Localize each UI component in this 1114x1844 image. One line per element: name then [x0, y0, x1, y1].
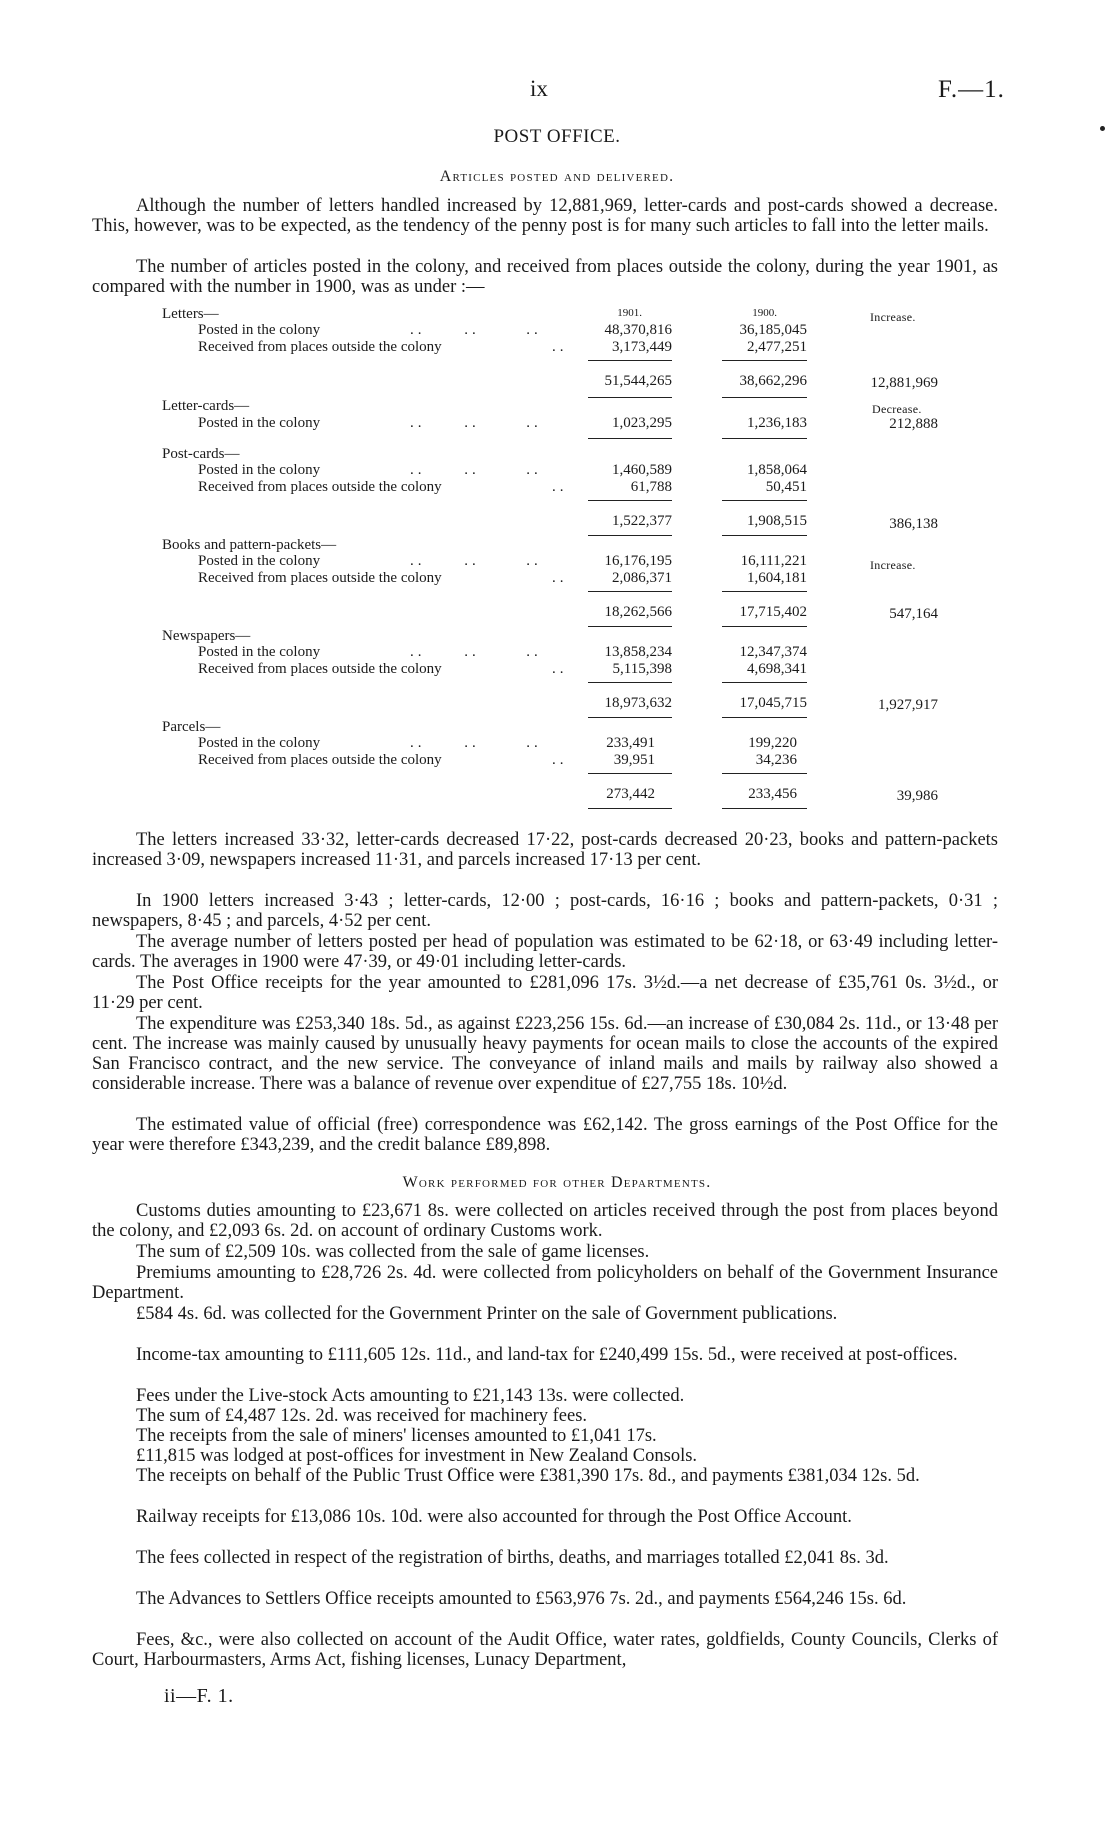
body-paragraph: The Post Office receipts for the year amounted to £281,096 17s. 3½d.—a net decrease of £35,761 0s. 3½d., or 11·29 per cent.	[92, 973, 998, 1013]
row-label: Posted in the colony	[198, 462, 321, 478]
leader-dots: ..	[552, 479, 568, 495]
table-change: 547,164	[889, 606, 938, 622]
body-paragraph: The expenditure was £253,340 18s. 5d., as against £223,256 15s. 6d.—an increase of £30,084 2s. 11d., or 13·48 per cent. The increase was mainly caused by unusually heavy payments for ocean mails to close the accounts of the expired San Francisco contract, and the new service. The conveyance of inland mails and mails by railway also showed a considerable increase. There was a balance of revenue over expenditue of £27,755 18s. 10½d.	[92, 1014, 998, 1094]
group-label-newspapers: Newspapers—	[162, 628, 251, 644]
body-paragraph: Premiums amounting to £28,726 2s. 4d. were collected from policyholders on behalf of the Government Insurance Department.	[92, 1263, 998, 1303]
row-label: Received from places outside the colony	[198, 339, 442, 355]
table-total: 1,908,515	[747, 513, 807, 529]
table-cell: 1,460,589	[612, 462, 672, 478]
leader-dots: ..	[552, 339, 568, 355]
table-rule	[588, 591, 672, 592]
table-cell: 50,451	[765, 479, 807, 495]
table-total: 273,442	[606, 786, 655, 802]
body-paragraph: £11,815 was lodged at post-offices for investment in New Zealand Consols.	[136, 1446, 698, 1466]
row-label: Received from places outside the colony	[198, 479, 442, 495]
column-header-1901: 1901.	[617, 307, 642, 319]
body-paragraph: Railway receipts for £13,086 10s. 10d. were also accounted for through the Post Office Account.	[136, 1507, 852, 1527]
row-label: Received from places outside the colony	[198, 752, 442, 768]
column-header-decrease: Decrease.	[872, 402, 922, 416]
section-heading-articles: Articles posted and delivered.	[439, 168, 675, 185]
leader-dots: .. .. ..	[410, 415, 542, 431]
table-change: 1,927,917	[878, 697, 938, 713]
table-cell: 16,176,195	[604, 553, 672, 569]
group-label-parcels: Parcels—	[162, 719, 221, 735]
table-rule	[722, 397, 807, 398]
column-header-1900: 1900.	[752, 307, 777, 319]
page-number: ix	[530, 76, 548, 101]
leader-dots: .. .. ..	[410, 735, 542, 751]
leader-dots: ..	[552, 570, 568, 586]
table-total: 38,662,296	[739, 373, 807, 389]
body-paragraph: Fees, &c., were also collected on account of the Audit Office, water rates, goldfields, County Councils, Clerks of Court, Harbourmasters, Arms Act, fishing licenses, Lunacy Department,	[92, 1630, 998, 1670]
leader-dots: .. .. ..	[410, 322, 542, 338]
table-cell: 1,604,181	[747, 570, 807, 586]
leader-dots: .. .. ..	[410, 462, 542, 478]
table-rule	[722, 626, 807, 627]
table-total: 18,973,632	[604, 695, 672, 711]
row-label: Posted in the colony	[198, 644, 321, 660]
table-rule	[722, 717, 807, 718]
section-heading-work: Work performed for other Departments.	[402, 1174, 712, 1191]
table-rule	[588, 397, 672, 398]
table-rule	[722, 808, 807, 809]
table-rule	[722, 500, 807, 501]
table-cell: 61,788	[630, 479, 672, 495]
table-cell: 4,698,341	[747, 661, 807, 677]
table-change: 386,138	[889, 516, 938, 532]
table-cell: 34,236	[755, 752, 797, 768]
group-label-letters: Letters—	[162, 306, 219, 322]
table-cell: 1,236,183	[747, 415, 807, 431]
intro-paragraph-1: Although the number of letters handled increased by 12,881,969, letter-cards and post-cards showed a decrease. This, however, was to be expected, as the tendency of the penny post is for many such articles to fall into the letter mails.	[92, 196, 998, 236]
group-label-books: Books and pattern-packets—	[162, 537, 337, 553]
table-rule	[588, 717, 672, 718]
table-total: 51,544,265	[604, 373, 672, 389]
table-change: 212,888	[889, 416, 938, 432]
table-rule	[588, 626, 672, 627]
table-rule	[722, 438, 807, 439]
document-reference: F.—1.	[938, 76, 1005, 103]
table-cell: 1,858,064	[747, 462, 807, 478]
leader-dots: .. .. ..	[410, 644, 542, 660]
table-total: 233,456	[748, 786, 797, 802]
table-cell: 16,111,221	[740, 553, 807, 569]
table-rule	[722, 773, 807, 774]
page-title: POST OFFICE.	[493, 126, 621, 147]
row-label: Posted in the colony	[198, 553, 321, 569]
table-cell: 36,185,045	[739, 322, 807, 338]
row-label: Posted in the colony	[198, 735, 321, 751]
table-total: 17,715,402	[739, 604, 807, 620]
row-label: Posted in the colony	[198, 322, 321, 338]
column-header-increase: Increase.	[870, 310, 916, 324]
intro-paragraph-2: The number of articles posted in the colony, and received from places outside the colony, during the year 1901, as compared with the number in 1900, was as under :—	[92, 257, 998, 297]
body-paragraph: The sum of £2,509 10s. was collected from the sale of game licenses.	[136, 1242, 650, 1262]
table-rule	[588, 535, 672, 536]
leader-dots: ..	[552, 752, 568, 768]
table-cell: 39,951	[613, 752, 655, 768]
body-paragraph: Income-tax amounting to £111,605 12s. 11d., and land-tax for £240,499 15s. 5d., were received at post-offices.	[136, 1345, 958, 1365]
table-cell: 199,220	[748, 735, 797, 751]
table-rule	[722, 682, 807, 683]
body-paragraph: The estimated value of official (free) correspondence was £62,142. The gross earnings of the Post Office for the year were therefore £343,239, and the credit balance £89,898.	[92, 1115, 998, 1155]
body-paragraph: The receipts on behalf of the Public Trust Office were £381,390 17s. 8d., and payments £381,034 12s. 5d.	[136, 1466, 920, 1486]
body-paragraph: The fees collected in respect of the registration of births, deaths, and marriages totalled £2,041 8s. 3d.	[136, 1548, 889, 1568]
table-rule	[722, 360, 807, 361]
body-paragraph: The receipts from the sale of miners' licenses amounted to £1,041 17s.	[136, 1426, 657, 1446]
body-paragraph: The sum of £4,487 12s. 2d. was received for machinery fees.	[136, 1406, 588, 1426]
table-cell: 3,173,449	[612, 339, 672, 355]
body-paragraph: Fees under the Live-stock Acts amounting to £21,143 13s. were collected.	[136, 1386, 685, 1406]
table-total: 17,045,715	[739, 695, 807, 711]
body-paragraph: In 1900 letters increased 3·43 ; letter-cards, 12·00 ; post-cards, 16·16 ; books and pattern-packets, 0·31 ; newspapers, 8·45 ; and parcels, 4·52 per cent.	[92, 891, 998, 931]
table-rule	[588, 360, 672, 361]
table-rule	[588, 500, 672, 501]
table-rule	[588, 773, 672, 774]
table-cell: 12,347,374	[739, 644, 807, 660]
table-rule	[722, 535, 807, 536]
table-cell: 13,858,234	[604, 644, 672, 660]
table-rule	[588, 438, 672, 439]
table-total: 18,262,566	[604, 604, 672, 620]
table-cell: 48,370,816	[604, 322, 672, 338]
table-rule	[588, 682, 672, 683]
table-change: 39,986	[896, 788, 938, 804]
group-label-letter-cards: Letter-cards—	[162, 398, 250, 414]
body-paragraph: The average number of letters posted per head of population was estimated to be 62·18, or 63·49 including letter-cards. The averages in 1900 were 47·39, or 49·01 including letter-cards.	[92, 932, 998, 972]
body-paragraph: The letters increased 33·32, letter-cards decreased 17·22, post-cards decreased 20·23, books and pattern-packets increased 3·09, newspapers increased 11·31, and parcels increased 17·13 per cent.	[92, 830, 998, 870]
body-paragraph: £584 4s. 6d. was collected for the Government Printer on the sale of Government publications.	[136, 1304, 838, 1324]
group-label-post-cards: Post-cards—	[162, 446, 240, 462]
table-cell: 233,491	[606, 735, 655, 751]
row-label: Received from places outside the colony	[198, 570, 442, 586]
table-rule	[588, 808, 672, 809]
table-cell: 2,086,371	[612, 570, 672, 586]
page-footer-signature: ii—F. 1.	[164, 1685, 234, 1707]
column-header-increase: Increase.	[870, 558, 916, 572]
leader-dots: ..	[552, 661, 568, 677]
table-cell: 1,023,295	[612, 415, 672, 431]
body-paragraph: Customs duties amounting to £23,671 8s. were collected on articles received through the post from places beyond the colony, and £2,093 6s. 2d. on account of ordinary Customs work.	[92, 1201, 998, 1241]
table-change: 12,881,969	[870, 375, 938, 391]
table-rule	[722, 591, 807, 592]
table-cell: 2,477,251	[747, 339, 807, 355]
row-label: Posted in the colony	[198, 415, 321, 431]
body-paragraph: The Advances to Settlers Office receipts amounted to £563,976 7s. 2d., and payments £564,246 15s. 6d.	[136, 1589, 907, 1609]
row-label: Received from places outside the colony	[198, 661, 442, 677]
table-cell: 5,115,398	[612, 661, 672, 677]
leader-dots: .. .. ..	[410, 553, 542, 569]
table-total: 1,522,377	[612, 513, 672, 529]
